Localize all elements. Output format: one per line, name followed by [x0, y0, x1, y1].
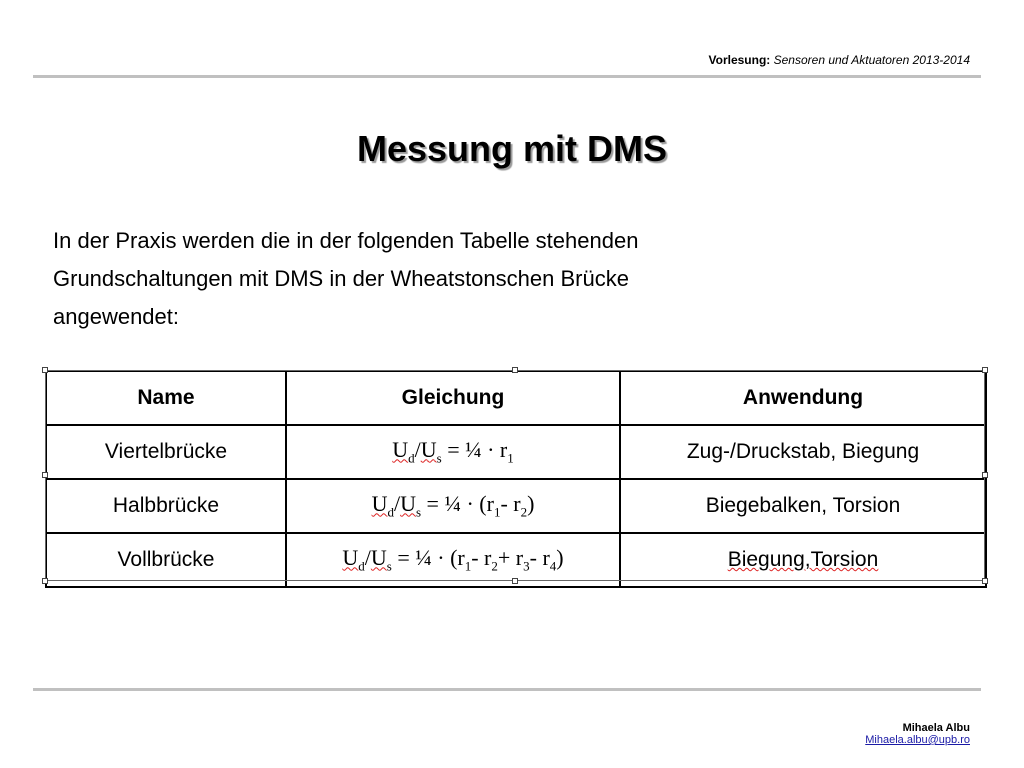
cell-name: Viertelbrücke	[46, 425, 286, 479]
cell-application: Biegebalken, Torsion	[620, 479, 986, 533]
cell-application: Zug-/Druckstab, Biegung	[620, 425, 986, 479]
selection-frame	[45, 370, 985, 581]
resize-handle-bottom-right[interactable]	[982, 578, 988, 584]
header-application: Anwendung	[620, 371, 986, 425]
resize-handle-top-right[interactable]	[982, 367, 988, 373]
intro-text	[53, 222, 853, 336]
resize-handle-top-left[interactable]	[42, 367, 48, 373]
resize-handle-bottom[interactable]	[512, 578, 518, 584]
slide-header	[709, 53, 971, 67]
cell-application: Biegung,Torsion	[620, 533, 986, 587]
cell-name: Vollbrücke	[46, 533, 286, 587]
header-name: Name	[46, 371, 286, 425]
resize-handle-bottom-left[interactable]	[42, 578, 48, 584]
cell-equation: $U_d/U_s$ = ¼ · ($r_1-$ $r_2$)	[286, 479, 620, 533]
intro-line-2: Grundschaltungen mit DMS in der Wheatstonschen Brücke	[53, 266, 629, 291]
slide-title: Messung mit DMS	[356, 128, 668, 169]
author-name: Mihaela Albu	[902, 722, 970, 734]
author-block	[865, 722, 970, 746]
intro-line-1: In der Praxis werden die in der folgenden Tabelle stehenden	[53, 228, 639, 253]
cell-equation: $U_d/U_s$ = ¼ · $r_1$	[286, 425, 620, 479]
resize-handle-left[interactable]	[42, 472, 48, 478]
table-object[interactable]	[45, 370, 985, 581]
author-email-link[interactable]: Mihaela.albu@upb.ro	[865, 734, 970, 746]
header-label: Vorlesung:	[708, 53, 771, 67]
top-divider	[33, 75, 981, 78]
resize-handle-top[interactable]	[512, 367, 518, 373]
header-course: Sensoren und Aktuatoren 2013-2014	[773, 53, 970, 67]
resize-handle-right[interactable]	[982, 472, 988, 478]
cell-name: Halbbrücke	[46, 479, 286, 533]
intro-line-3: angewendet:	[53, 304, 179, 329]
header-equation: Gleichung	[286, 371, 620, 425]
cell-equation: $U_d/U_s$ = ¼ · ($r_1-$ $r_2+ r_3-$ $r_4$)	[286, 533, 620, 587]
bottom-divider	[33, 688, 981, 691]
